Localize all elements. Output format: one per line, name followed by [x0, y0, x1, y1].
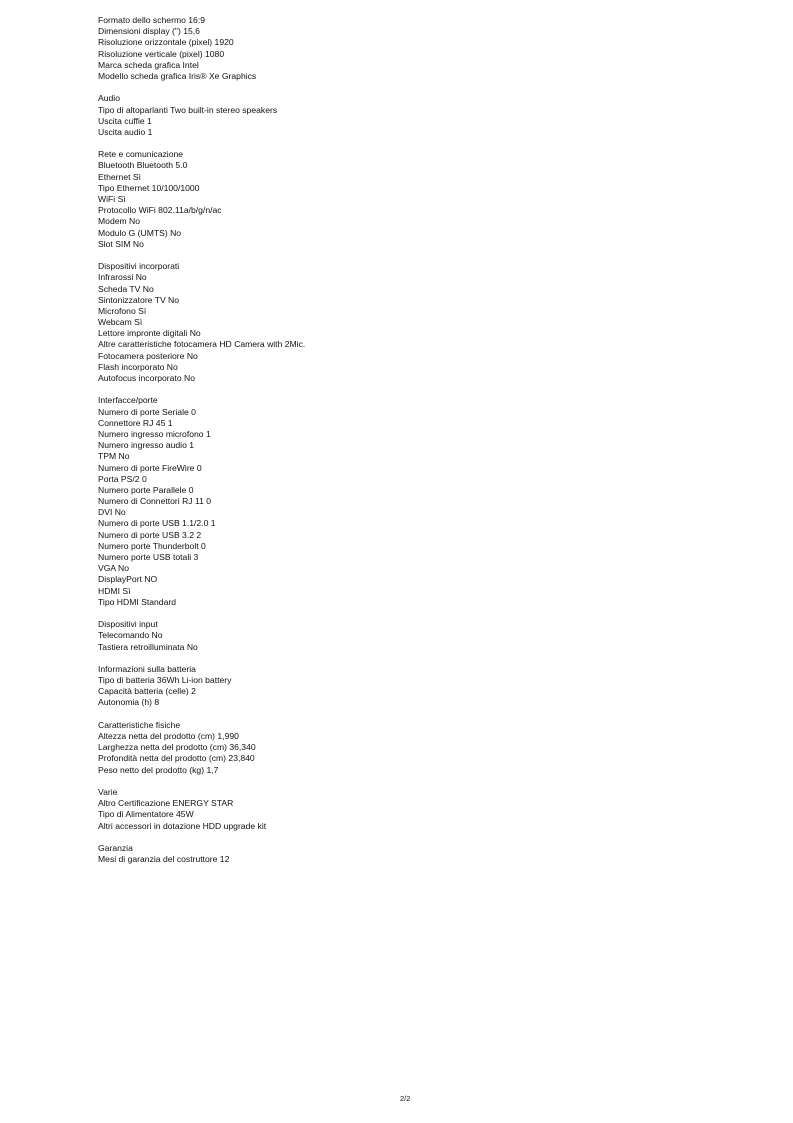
spec-line: Autonomia (h) 8: [98, 697, 160, 708]
spec-line: Infrarossi No: [98, 272, 147, 283]
spec-section: [98, 619, 738, 653]
spec-section: [98, 261, 738, 384]
spec-line: Risoluzione verticale (pixel) 1080: [98, 48, 225, 59]
spec-line: Altezza netta del prodotto (cm) 1,990: [98, 731, 239, 741]
spec-line: Scheda TV No: [98, 283, 154, 294]
spec-section: [98, 395, 738, 608]
spec-line: Numero di porte USB 3.2 2: [98, 529, 202, 540]
spec-line: Numero porte Parallele 0: [98, 484, 194, 495]
spec-section: [98, 720, 738, 776]
spec-line: Altri accessori in dotazione HDD upgrade kit: [98, 820, 267, 831]
spec-line: Numero di porte Seriale 0: [98, 406, 196, 417]
spec-line: Modulo G (UMTS) No: [98, 227, 182, 238]
spec-line: Dimensioni display (") 15,6: [98, 26, 200, 37]
spec-line: Modem No: [98, 216, 141, 227]
spec-line: Uscita cuffie 1: [98, 115, 152, 126]
spec-section: [98, 664, 738, 709]
spec-line: Sintonizzatore TV No: [98, 294, 180, 305]
spec-line: Numero ingresso audio 1: [98, 440, 195, 451]
section-title: Rete e comunicazione: [98, 149, 184, 160]
section-title: Interfacce/porte: [98, 395, 158, 406]
section-title: Informazioni sulla batteria: [98, 663, 196, 674]
spec-section: [98, 787, 738, 832]
spec-line: Flash incorporato No: [98, 361, 178, 372]
spec-line: Fotocamera posteriore No: [98, 350, 198, 361]
spec-line: Mesi di garanzia del costruttore 12: [98, 854, 230, 865]
spec-line: Profondità netta del prodotto (cm) 23,840: [98, 753, 255, 764]
spec-line: Numero porte Thunderbolt 0: [98, 540, 206, 551]
page-number: 2/2: [400, 1094, 411, 1103]
section-title: Dispositivi incorporati: [98, 261, 180, 272]
spec-line: Bluetooth Bluetooth 5.0: [98, 160, 188, 171]
spec-line: Numero ingresso microfono 1: [98, 428, 211, 439]
spec-document: [98, 15, 738, 876]
spec-section: [98, 149, 738, 250]
section-title: Varie: [98, 786, 118, 797]
spec-line: WiFi Sì: [98, 194, 126, 204]
spec-line: Tastiera retroilluminata No: [98, 641, 198, 652]
spec-line: VGA No: [98, 563, 130, 574]
spec-line: DisplayPort NO: [98, 574, 158, 585]
spec-line: Tipo di altoparlanti Two built-in stereo speakers: [98, 104, 278, 115]
spec-line: HDMI Sì: [98, 585, 131, 596]
spec-line: Lettore impronte digitali No: [98, 328, 201, 339]
spec-line: Tipo di Alimentatore 45W: [98, 809, 194, 820]
spec-line: Microfono Sì: [98, 305, 147, 316]
section-title: Garanzia: [98, 842, 133, 853]
spec-line: Slot SIM No: [98, 238, 144, 249]
spec-line: Tipo HDMI Standard: [98, 596, 177, 607]
spec-line: Formato dello schermo 16:9: [98, 15, 205, 25]
spec-line: Capacità batteria (celle) 2: [98, 686, 196, 697]
section-title: Dispositivi input: [98, 619, 158, 630]
spec-line: Connettore RJ 45 1: [98, 417, 173, 428]
section-title: Audio: [98, 93, 120, 104]
spec-line: Webcam Sì: [98, 317, 143, 328]
spec-line: Peso netto del prodotto (kg) 1,7: [98, 764, 219, 775]
spec-line: Protocollo WiFi 802.11a/b/g/n/ac: [98, 205, 222, 216]
spec-line: Numero di porte FireWire 0: [98, 462, 202, 473]
spec-line: Uscita audio 1: [98, 126, 153, 137]
section-title: Caratteristiche fisiche: [98, 719, 181, 730]
spec-line: Altro Certificazione ENERGY STAR: [98, 798, 234, 809]
spec-line: DVI No: [98, 507, 126, 518]
spec-line: Tipo di batteria 36Wh Li-ion battery: [98, 675, 232, 686]
spec-line: Porta PS/2 0: [98, 473, 147, 484]
spec-line: Larghezza netta del prodotto (cm) 36,340: [98, 742, 256, 753]
spec-line: Numero porte USB totali 3: [98, 552, 199, 562]
spec-section: [98, 843, 738, 865]
spec-line: Marca scheda grafica Intel: [98, 59, 199, 70]
spec-line: Numero di Connettori RJ 11 0: [98, 496, 212, 507]
spec-line: Numero di porte USB 1.1/2.0 1: [98, 518, 216, 529]
spec-line: Tipo Ethernet 10/100/1000: [98, 182, 200, 193]
spec-line: Autofocus incorporato No: [98, 373, 195, 383]
spec-line: Risoluzione orizzontale (pixel) 1920: [98, 37, 234, 48]
spec-line: TPM No: [98, 451, 130, 462]
spec-line: Altre caratteristiche fotocamera HD Camera with 2Mic.: [98, 339, 306, 350]
spec-line: Ethernet Sì: [98, 171, 141, 182]
spec-section: [98, 15, 738, 82]
spec-line: Modello scheda grafica Iris® Xe Graphics: [98, 70, 257, 81]
spec-section: [98, 93, 738, 138]
spec-line: Telecomando No: [98, 630, 163, 641]
